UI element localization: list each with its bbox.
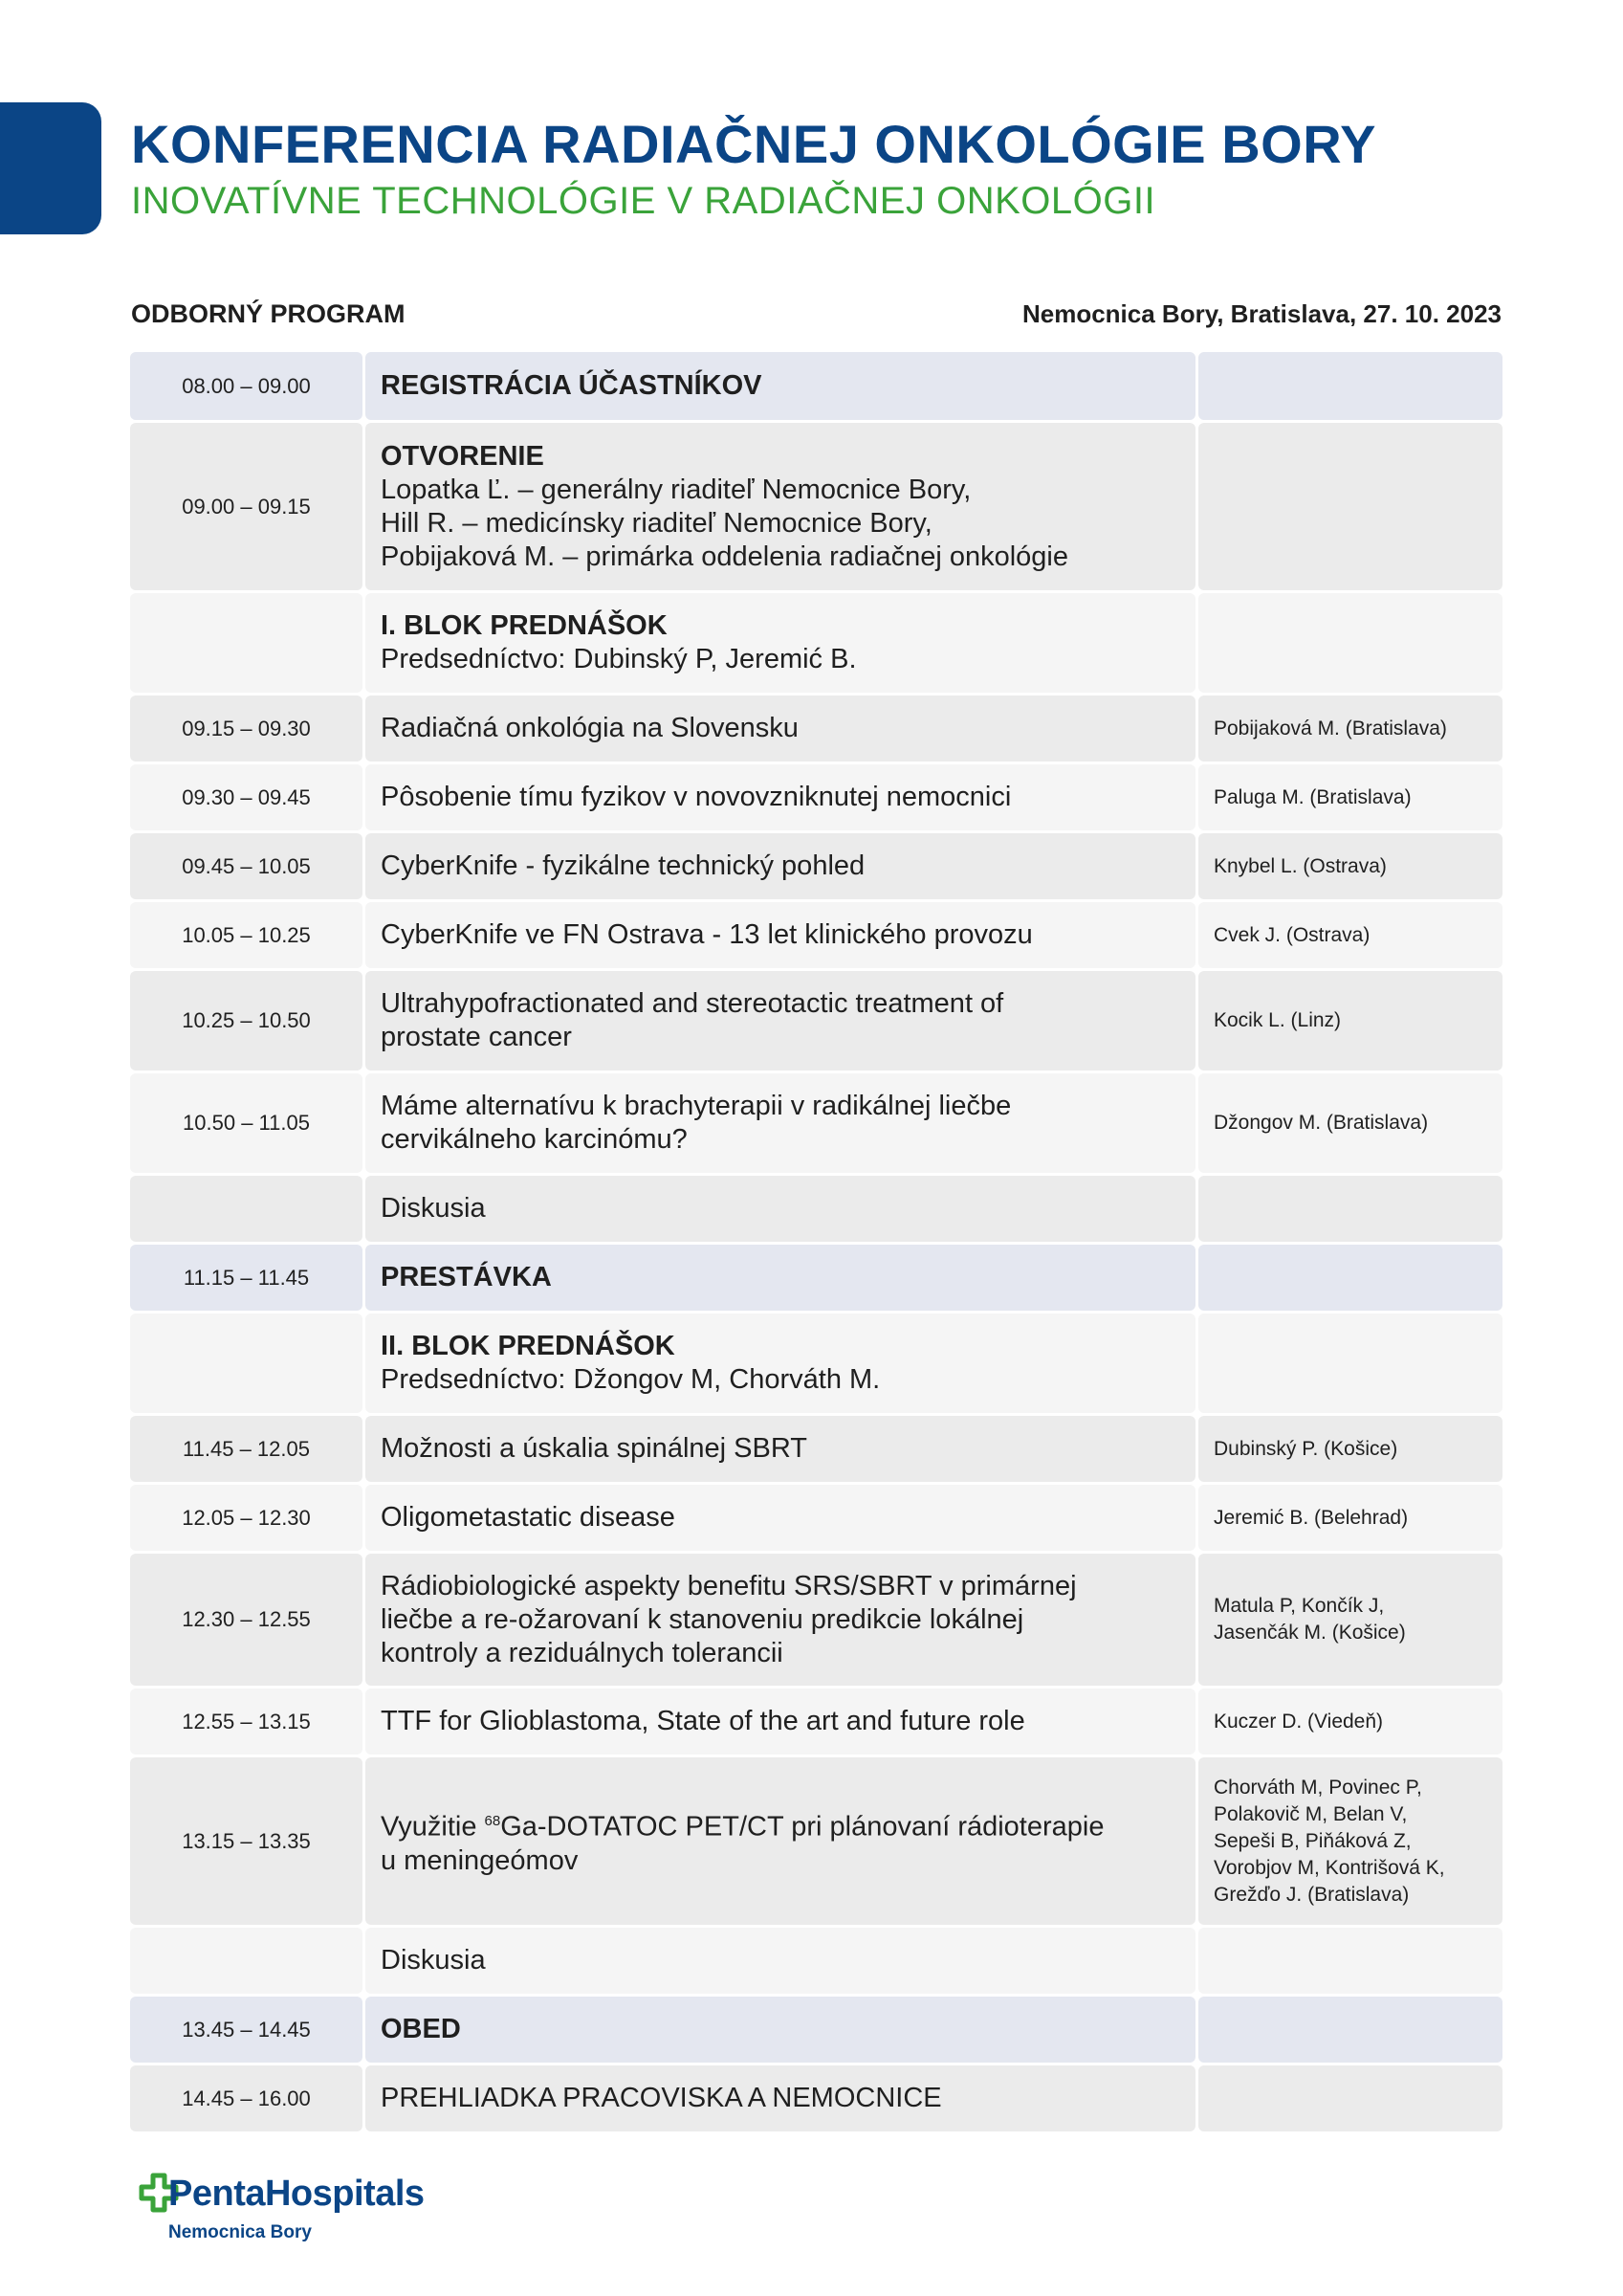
superscript: 68 <box>484 1813 501 1830</box>
topic-cell <box>365 971 1195 1071</box>
speaker-line: Grežďo J. (Bratislava) <box>1214 1883 1410 1906</box>
time-cell: 09.45 – 10.05 <box>130 833 362 899</box>
table-row <box>130 423 1502 590</box>
logo-subtext: Nemocnica Bory <box>168 2222 312 2242</box>
speaker-line: Sepeši B, Piňáková Z, <box>1214 1829 1412 1852</box>
topic-line: liečbe a re-ožarovaní k stanoveniu predikcie lokálnej <box>381 1603 1024 1635</box>
speaker-line: Dubinský P. (Košice) <box>1214 1437 1398 1460</box>
time-cell: 12.55 – 13.15 <box>130 1689 362 1755</box>
topic-line: kontroly a reziduálnych tolerancii <box>381 1637 783 1668</box>
topic-line: Oligometastatic disease <box>381 1502 675 1533</box>
table-row <box>130 1757 1502 1925</box>
speaker-line: Polakovič M, Belan V, <box>1214 1802 1408 1825</box>
speaker-cell <box>1198 1314 1502 1413</box>
topic-line: Pobijaková M. – primárka oddelenia radiačnej onkológie <box>381 541 1068 572</box>
topic-cell <box>365 1314 1195 1413</box>
time-cell: 10.50 – 11.05 <box>130 1073 362 1173</box>
time-cell <box>130 1314 362 1413</box>
topic-line: OBED <box>381 2014 461 2044</box>
topic-line: Rádiobiologické aspekty benefitu SRS/SBRT v primárnej <box>381 1570 1077 1601</box>
table-row <box>130 1485 1502 1551</box>
table-row <box>130 352 1502 420</box>
topic-line: Máme alternatívu k brachyterapii v radikálnej liečbe <box>381 1091 1012 1121</box>
speaker-cell <box>1198 695 1502 762</box>
program-table <box>130 352 1502 2134</box>
topic-line: cervikálneho karcinómu? <box>381 1124 688 1155</box>
topic-line: Diskusia <box>381 1193 486 1224</box>
topic-line: Možnosti a úskalia spinálnej SBRT <box>381 1433 807 1464</box>
time-cell: 10.05 – 10.25 <box>130 902 362 968</box>
speaker-line: Vorobjov M, Kontrišová K, <box>1214 1856 1445 1879</box>
table-row <box>130 1928 1502 1994</box>
topic-line: Ultrahypofractionated and stereotactic treatment of <box>381 988 1004 1019</box>
topic-line: CyberKnife - fyzikálne technický pohled <box>381 850 866 881</box>
speaker-cell <box>1198 902 1502 968</box>
time-cell: 12.05 – 12.30 <box>130 1485 362 1551</box>
speaker-line: Knybel L. (Ostrava) <box>1214 854 1387 877</box>
speaker-line: Paluga M. (Bratislava) <box>1214 785 1412 808</box>
speaker-line: Džongov M. (Bratislava) <box>1214 1112 1429 1134</box>
topic-cell <box>365 1485 1195 1551</box>
table-row <box>130 971 1502 1071</box>
topic-line: Radiačná onkológia na Slovensku <box>381 713 799 743</box>
table-row <box>130 1416 1502 1482</box>
topic-line: REGISTRÁCIA ÚČASTNÍKOV <box>381 370 762 401</box>
topic-line: u meningeómov <box>381 1844 579 1876</box>
topic-cell <box>365 1689 1195 1755</box>
topic-text-pre: Využitie <box>381 1811 485 1843</box>
topic-cell <box>365 1757 1195 1925</box>
table-row <box>130 1245 1502 1311</box>
speaker-cell <box>1198 1757 1502 1925</box>
speaker-cell <box>1198 352 1502 420</box>
time-cell: 10.25 – 10.50 <box>130 971 362 1071</box>
topic-cell <box>365 833 1195 899</box>
page-subtitle: INOVATÍVNE TECHNOLÓGIE V RADIAČNEJ ONKOLÓGII <box>131 180 1156 222</box>
table-row <box>130 1554 1502 1686</box>
time-cell: 11.15 – 11.45 <box>130 1245 362 1311</box>
speaker-cell <box>1198 593 1502 693</box>
topic-line: Diskusia <box>381 1945 486 1976</box>
topic-cell <box>365 593 1195 693</box>
topic-cell <box>365 764 1195 830</box>
topic-line: PRESTÁVKA <box>381 1262 552 1292</box>
table-row <box>130 695 1502 762</box>
speaker-cell <box>1198 423 1502 590</box>
table-row <box>130 833 1502 899</box>
program-label: ODBORNÝ PROGRAM <box>131 299 406 328</box>
speaker-cell <box>1198 1997 1502 2063</box>
time-cell: 11.45 – 12.05 <box>130 1416 362 1482</box>
table-row <box>130 764 1502 830</box>
time-cell: 09.15 – 09.30 <box>130 695 362 762</box>
logo-text: PentaHospitals <box>168 2174 425 2214</box>
time-cell: 08.00 – 09.00 <box>130 352 362 420</box>
topic-cell <box>365 695 1195 762</box>
speaker-cell <box>1198 1554 1502 1686</box>
topic-cell <box>365 1997 1195 2063</box>
topic-line: I. BLOK PREDNÁŠOK <box>381 610 668 641</box>
time-cell <box>130 1176 362 1242</box>
speaker-cell <box>1198 1176 1502 1242</box>
topic-cell <box>365 1928 1195 1994</box>
speaker-line: Jasenčák M. (Košice) <box>1214 1622 1406 1644</box>
table-row <box>130 1073 1502 1173</box>
table-row <box>130 2065 1502 2131</box>
topic-line: PREHLIADKA PRACOVISKA A NEMOCNICE <box>381 2083 942 2113</box>
topic-line: Predsedníctvo: Džongov M, Chorváth M. <box>381 1364 881 1395</box>
topic-line: II. BLOK PREDNÁŠOK <box>381 1331 675 1361</box>
topic-line: CyberKnife ve FN Ostrava - 13 let klinického provozu <box>381 919 1033 950</box>
table-row <box>130 1176 1502 1242</box>
speaker-line: Chorváth M, Povinec P, <box>1214 1776 1422 1799</box>
speaker-cell <box>1198 971 1502 1071</box>
topic-cell <box>365 352 1195 420</box>
speaker-cell <box>1198 1689 1502 1755</box>
speaker-cell <box>1198 833 1502 899</box>
table-row <box>130 902 1502 968</box>
venue-date: Nemocnica Bory, Bratislava, 27. 10. 2023 <box>1021 299 1502 328</box>
time-cell <box>130 593 362 693</box>
time-cell: 13.15 – 13.35 <box>130 1757 362 1925</box>
topic-cell <box>365 902 1195 968</box>
topic-cell <box>365 2065 1195 2131</box>
topic-cell <box>365 423 1195 590</box>
table-row <box>130 1997 1502 2063</box>
table-row <box>130 593 1502 693</box>
time-cell: 12.30 – 12.55 <box>130 1554 362 1686</box>
time-cell: 09.30 – 09.45 <box>130 764 362 830</box>
topic-line: Predsedníctvo: Dubinský P, Jeremić B. <box>381 644 857 674</box>
speaker-cell <box>1198 1416 1502 1482</box>
table-row <box>130 1689 1502 1755</box>
speaker-line: Jeremić B. (Belehrad) <box>1214 1506 1409 1529</box>
speaker-cell <box>1198 2065 1502 2131</box>
speaker-cell <box>1198 1928 1502 1994</box>
topic-line <box>381 1804 1104 1844</box>
topic-line: TTF for Glioblastoma, State of the art and future role <box>381 1706 1025 1736</box>
topic-line: Pôsobenie tímu fyzikov v novovzniknutej nemocnici <box>381 782 1012 812</box>
speaker-line: Kocik L. (Linz) <box>1214 1009 1342 1031</box>
topic-cell <box>365 1176 1195 1242</box>
topic-line: prostate cancer <box>381 1022 572 1052</box>
time-cell: 09.00 – 09.15 <box>130 423 362 590</box>
page-title: KONFERENCIA RADIAČNEJ ONKOLÓGIE BORY <box>131 114 1376 174</box>
time-cell <box>130 1928 362 1994</box>
speaker-line: Kuczer D. (Viedeň) <box>1214 1710 1384 1733</box>
speaker-line: Matula P, Končík J, <box>1214 1595 1385 1617</box>
speaker-cell <box>1198 1073 1502 1173</box>
speaker-cell <box>1198 1485 1502 1551</box>
topic-cell <box>365 1245 1195 1311</box>
table-row <box>130 1314 1502 1413</box>
speaker-line: Pobijaková M. (Bratislava) <box>1214 717 1447 740</box>
topic-cell <box>365 1416 1195 1482</box>
speaker-cell <box>1198 1245 1502 1311</box>
time-cell: 14.45 – 16.00 <box>130 2065 362 2131</box>
topic-text-post: Ga-DOTATOC PET/CT pri plánovaní rádioterapie <box>500 1811 1105 1843</box>
topic-cell <box>365 1554 1195 1686</box>
time-cell: 13.45 – 14.45 <box>130 1997 362 2063</box>
speaker-cell <box>1198 764 1502 830</box>
header-tab-accent <box>0 102 101 234</box>
speaker-line: Cvek J. (Ostrava) <box>1214 923 1371 946</box>
topic-line: Hill R. – medicínsky riaditeľ Nemocnice Bory, <box>381 507 932 539</box>
topic-line: Lopatka Ľ. – generálny riaditeľ Nemocnice Bory, <box>381 474 972 505</box>
topic-line: OTVORENIE <box>381 440 544 472</box>
topic-cell <box>365 1073 1195 1173</box>
